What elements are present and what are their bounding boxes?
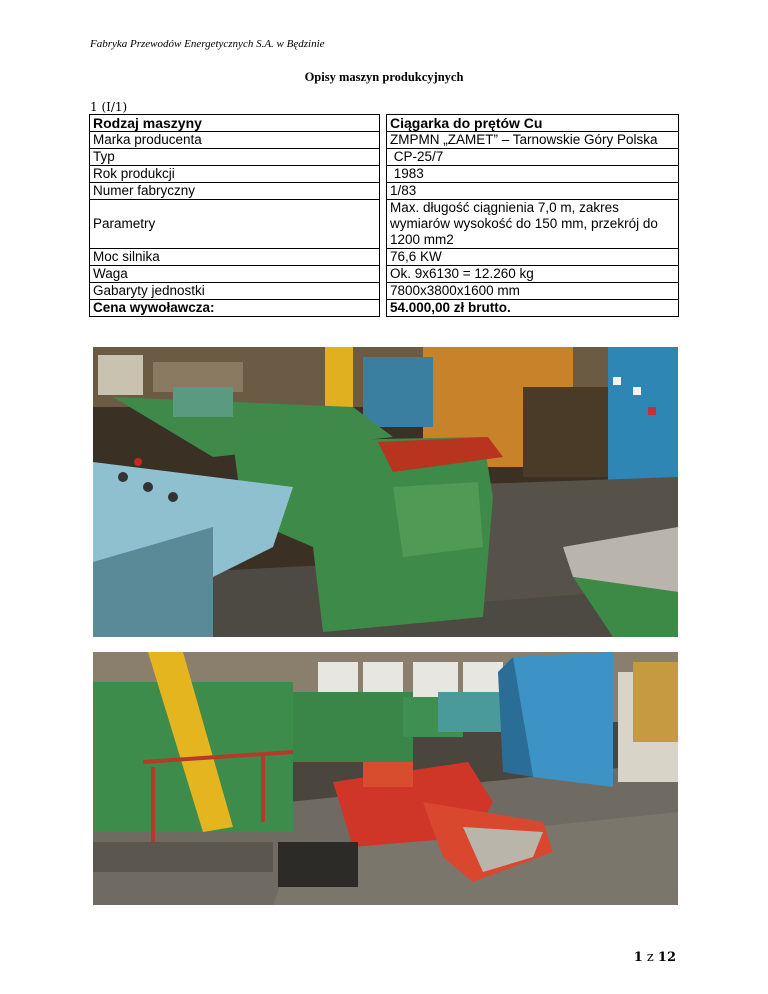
table-row xyxy=(90,166,679,183)
spec-label: Moc silnika xyxy=(90,249,380,266)
spec-value: Ok. 9x6130 = 12.260 kg xyxy=(387,266,679,283)
page-number: 1 z 12 xyxy=(633,950,676,965)
page-header: Fabryka Przewodów Energetycznych S.A. w Będzinie xyxy=(90,38,325,50)
table-row xyxy=(90,249,679,266)
spec-value: 1/83 xyxy=(387,183,679,200)
price-value: 54.000,00 zł brutto. xyxy=(387,300,679,317)
spec-label: Numer fabryczny xyxy=(90,183,380,200)
table-row xyxy=(90,115,679,132)
price-label: Cena wywoławcza: xyxy=(90,300,380,317)
table-row xyxy=(90,266,679,283)
spec-label: Rodzaj maszyny xyxy=(90,115,380,132)
table-row xyxy=(90,300,679,317)
spec-label: Rok produkcji xyxy=(90,166,380,183)
machine-photo-1 xyxy=(93,347,678,637)
machine-specs-table xyxy=(89,114,679,317)
spec-value: CP-25/7 xyxy=(387,149,679,166)
table-row xyxy=(90,183,679,200)
spec-value: Max. długość ciągnienia 7,0 m, zakres wymiarów wysokość do 150 mm, przekrój do 1200 mm2 xyxy=(387,200,679,249)
spec-value: 7800x3800x1600 mm xyxy=(387,283,679,300)
spec-value: Ciągarka do prętów Cu xyxy=(387,115,679,132)
table-row xyxy=(90,132,679,149)
document-title: Opisy maszyn produkcyjnych xyxy=(304,70,464,84)
spec-label: Marka producenta xyxy=(90,132,380,149)
spec-label: Parametry xyxy=(90,200,380,249)
spec-value: 1983 xyxy=(387,166,679,183)
spec-label: Gabaryty jednostki xyxy=(90,283,380,300)
table-row xyxy=(90,283,679,300)
table-row xyxy=(90,200,679,249)
spec-value: 76,6 KW xyxy=(387,249,679,266)
machine-photo-2 xyxy=(93,652,678,905)
spec-label: Typ xyxy=(90,149,380,166)
spec-label: Waga xyxy=(90,266,380,283)
table-row xyxy=(90,149,679,166)
spec-value: ZMPMN „ZAMET” – Tarnowskie Góry Polska xyxy=(387,132,679,149)
item-number: 1 (I/1) xyxy=(90,100,128,114)
